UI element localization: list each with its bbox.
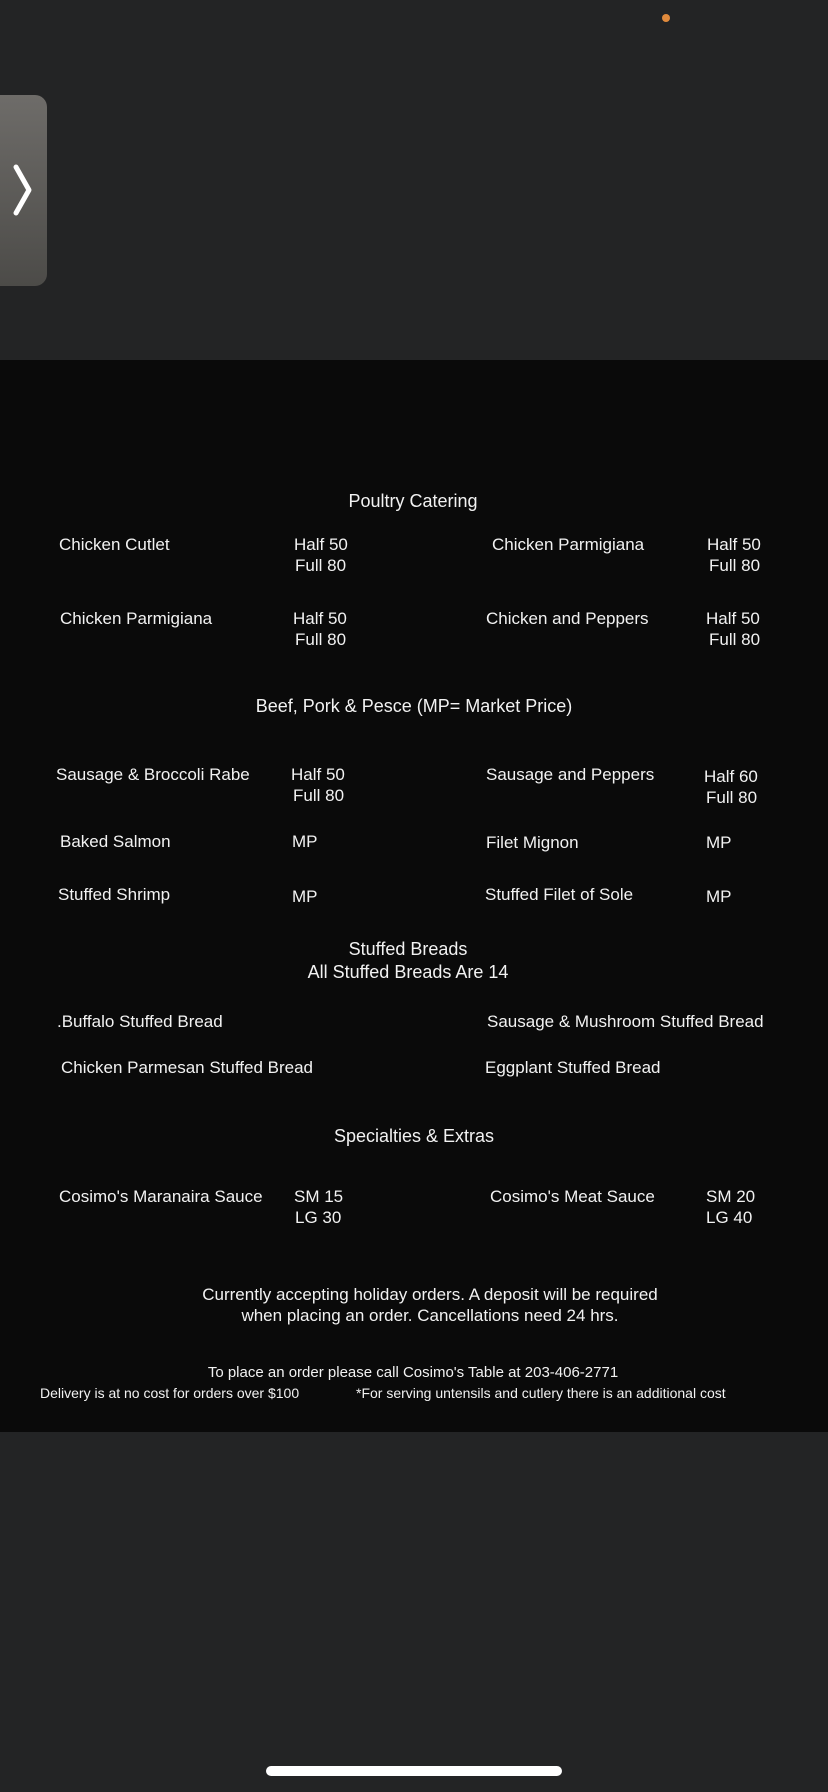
- menu-item-name: Chicken Parmigiana: [492, 535, 645, 554]
- status-indicator-dot: [662, 14, 670, 22]
- menu-item-price-full: Full 80: [295, 556, 347, 575]
- section-heading-poultry: Poultry Catering: [348, 491, 478, 511]
- menu-item-price-full: Full 80: [293, 786, 345, 805]
- menu-item-price-half: Half 50: [294, 535, 348, 554]
- menu-item-name: Cosimo's Maranaira Sauce: [59, 1187, 263, 1206]
- menu-item-name: Cosimo's Meat Sauce: [490, 1187, 655, 1206]
- menu-item-price: MP: [292, 832, 318, 851]
- delivery-note: Delivery is at no cost for orders over $100: [40, 1385, 300, 1401]
- menu-item-name: Sausage & Mushroom Stuffed Bread: [487, 1012, 764, 1031]
- menu-item-name: Chicken and Peppers: [486, 609, 649, 628]
- menu-item-price: MP: [706, 887, 732, 906]
- menu-item-name: .Buffalo Stuffed Bread: [57, 1012, 223, 1031]
- menu-item-price-small: SM 20: [706, 1187, 756, 1206]
- menu-item-price-full: Full 80: [709, 556, 761, 575]
- chevron-right-icon: [12, 161, 34, 219]
- utensils-note: *For serving untensils and cutlery there is an additional cost: [356, 1385, 726, 1401]
- menu-item-price-large: LG 30: [295, 1208, 342, 1227]
- menu-item-price: MP: [706, 833, 732, 852]
- catering-menu-image: [0, 360, 828, 1432]
- section-heading-beef-pork-pesce: Beef, Pork & Pesce (MP= Market Price): [255, 696, 573, 716]
- menu-item-name: Filet Mignon: [486, 833, 579, 852]
- menu-item-price: MP: [292, 887, 318, 906]
- menu-item-price-half: Half 50: [706, 609, 760, 628]
- home-indicator[interactable]: [266, 1766, 562, 1776]
- menu-item-price-half: Half 50: [707, 535, 761, 554]
- menu-item-price-full: Full 80: [709, 630, 761, 649]
- menu-item-name: Chicken Parmesan Stuffed Bread: [61, 1058, 313, 1077]
- menu-item-name: Baked Salmon: [60, 832, 171, 851]
- menu-item-price-full: Full 80: [295, 630, 347, 649]
- menu-item-name: Chicken Cutlet: [59, 535, 170, 554]
- menu-item-name: Chicken Parmigiana: [60, 609, 213, 628]
- section-heading-specialties: Specialties & Extras: [333, 1126, 495, 1146]
- holiday-notice-line2: when placing an order. Cancellations need 24 hrs.: [241, 1306, 619, 1325]
- menu-item-price-half: Half 50: [291, 765, 345, 784]
- menu-item-price-half: Half 60: [704, 767, 758, 786]
- section-heading-stuffed-breads: Stuffed Breads: [348, 939, 468, 959]
- menu-item-name: Stuffed Shrimp: [58, 885, 171, 904]
- menu-item-price-full: Full 80: [706, 788, 758, 807]
- menu-item-price-large: LG 40: [706, 1208, 753, 1227]
- holiday-notice-line1: Currently accepting holiday orders. A deposit will be required: [202, 1285, 658, 1304]
- order-phone-line: To place an order please call Cosimo's Table at 203-406-2771: [207, 1364, 619, 1381]
- menu-item-name: Stuffed Filet of Sole: [485, 885, 634, 904]
- gallery-nav-button[interactable]: [0, 95, 47, 286]
- menu-item-name: Sausage and Peppers: [486, 765, 655, 784]
- section-subheading-stuffed-breads: All Stuffed Breads Are 14: [307, 962, 509, 982]
- menu-item-name: Sausage & Broccoli Rabe: [56, 765, 250, 784]
- menu-item-price-half: Half 50: [293, 609, 347, 628]
- menu-item-name: Eggplant Stuffed Bread: [485, 1058, 661, 1077]
- menu-item-price-small: SM 15: [294, 1187, 344, 1206]
